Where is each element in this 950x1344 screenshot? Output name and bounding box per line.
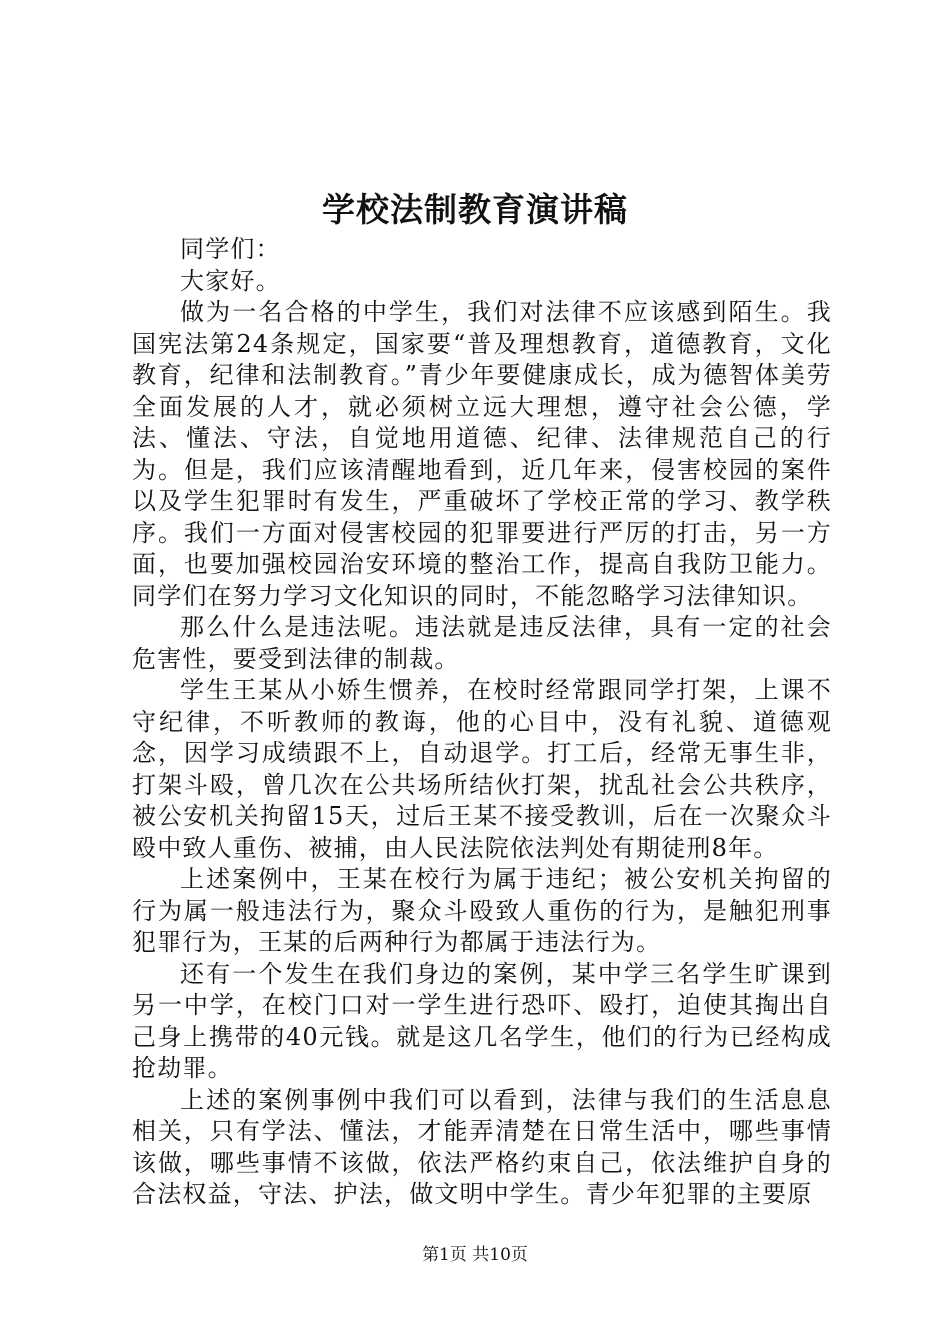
document-body: [132, 234, 832, 1211]
paragraph-conclusion: 上述的案例事例中我们可以看到，法律与我们的生活息息相关，只有学法、懂法，才能弄清楚在日常生活中，哪些事情该做，哪些事情不该做，依法严格约束自己，依法维护自身的合法权益，守法、护法，做文明中学生。青少年犯罪的主要原: [132, 1085, 832, 1208]
paragraph-definition: 那么什么是违法呢。违法就是违反法律，具有一定的社会危害性，要受到法律的制裁。: [132, 613, 832, 673]
paragraph-case-robbery: 还有一个发生在我们身边的案例，某中学三名学生旷课到另一中学，在校门口对一学生进行恐吓、殴打，迫使其掏出自己身上携带的40元钱。就是这几名学生，他们的行为已经构成抢劫罪。: [132, 959, 832, 1082]
page-number-footer: 第1页 共10页: [422, 1245, 528, 1265]
paragraph-intro: 做为一名合格的中学生，我们对法律不应该感到陌生。我国宪法第24条规定，国家要“普及理想教育，道德教育，文化教育，纪律和法制教育。”青少年要健康成长，成为德智体美劳全面发展的人才，就必须树立远大理想，遵守社会公德，学法、懂法、守法，自觉地用道德、纪律、法律规范自己的行为。但是，我们应该清醒地看到，近几年来，侵害校园的案件以及学生犯罪时有发生，严重破坏了学校正常的学习、教学秩序。我们一方面对侵害校园的犯罪要进行严厉的打击，另一方面，也要加强校园治安环境的整治工作，提高自我防卫能力。同学们在努力学习文化知识的同时，不能忽略学习法律知识。: [132, 298, 832, 610]
paragraph-greeting: 大家好。: [180, 266, 281, 295]
document-title: 学校法制教育演讲稿: [322, 190, 628, 229]
paragraph-case-analysis: 上述案例中，王某在校行为属于违纪；被公安机关拘留的行为属一般违法行为，聚众斗殴致人重伤的行为，是触犯刑事犯罪行为，王某的后两种行为都属于违法行为。: [132, 865, 832, 956]
paragraph-salutation: 同学们：: [180, 235, 281, 263]
paragraph-case-wang: 学生王某从小娇生惯养，在校时经常跟同学打架，上课不守纪律，不听教师的教诲，他的心目中，没有礼貌、道德观念，因学习成绩跟不上，自动退学。打工后，经常无事生非，打架斗殴，曾几次在公共场所结伙打架，扰乱社会公共秩序，被公安机关拘留15天，过后王某不接受教训，后在一次聚众斗殴中致人重伤、被捕，由人民法院依法判处有期徒刑8年。: [132, 676, 832, 862]
